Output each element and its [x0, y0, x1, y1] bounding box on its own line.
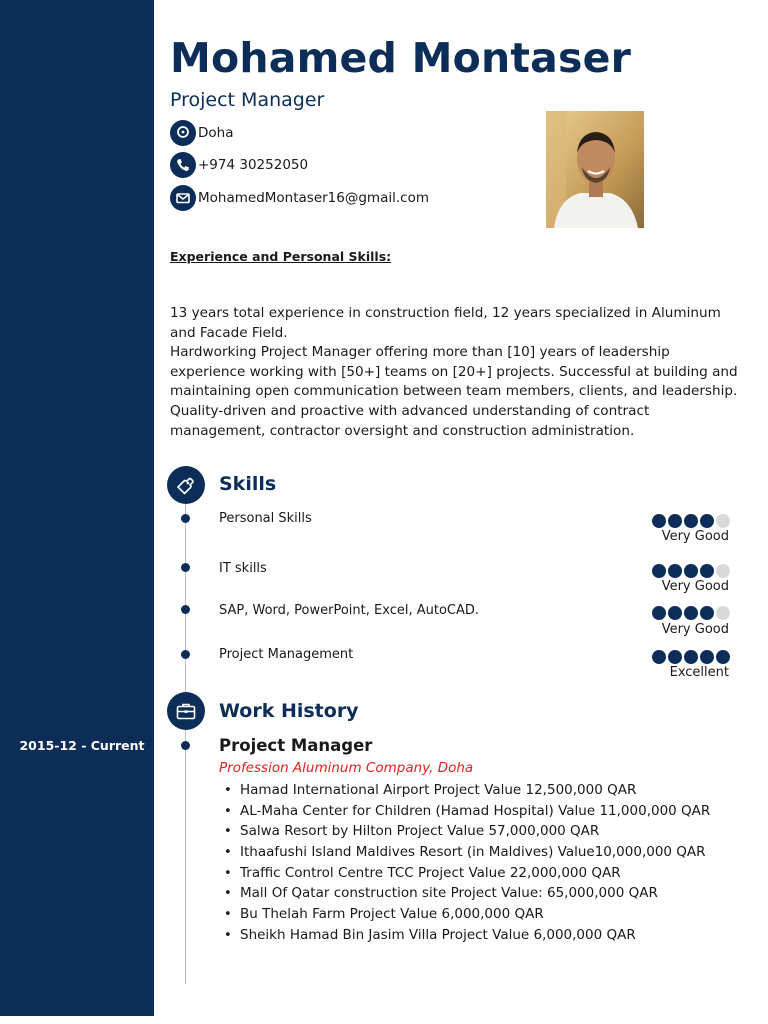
skill-rating-text: Excellent: [669, 665, 729, 680]
summary-heading: Experience and Personal Skills:: [170, 249, 392, 264]
rating-dot: [652, 564, 666, 578]
skill-rating-text: Very Good: [661, 622, 729, 637]
rating-dot: [668, 514, 682, 528]
project-item: • AL-Maha Center for Children (Hamad Hospital) Value 11,000,000 QAR: [224, 801, 710, 822]
work-bullet: [181, 741, 190, 750]
contact-location: [170, 120, 233, 146]
project-item: • Sheikh Hamad Bin Jasim Villa Project Value 6,000,000 QAR: [224, 925, 710, 946]
contact-phone: [170, 152, 308, 178]
skill-label: SAP, Word, PowerPoint, Excel, AutoCAD.: [219, 603, 480, 618]
rating-dot: [700, 650, 714, 664]
rating-dot: [652, 606, 666, 620]
company-name: Profession Aluminum Company, Doha: [219, 760, 474, 776]
contact-email: [170, 185, 429, 211]
candidate-name: Mohamed Montaser: [170, 34, 632, 82]
rating-dot: [684, 650, 698, 664]
email-text[interactable]: MohamedMontaser16@gmail.com: [198, 190, 429, 206]
rating-dot: [716, 650, 730, 664]
rating-dot: [716, 606, 730, 620]
skill-rating-dots: [652, 564, 730, 578]
skills-title: Skills: [219, 473, 277, 495]
location-text: Doha: [198, 125, 234, 141]
rating-dot: [668, 564, 682, 578]
rating-dot: [668, 606, 682, 620]
rating-dot: [652, 650, 666, 664]
project-item: • Ithaafushi Island Maldives Resort (in Maldives) Value10,000,000 QAR: [224, 842, 710, 863]
skill-label: IT skills: [219, 561, 267, 576]
skill-bullet: [181, 514, 190, 523]
rating-dot: [668, 650, 682, 664]
work-date: 2015-12 - Current: [19, 738, 145, 753]
rating-dot: [716, 514, 730, 528]
summary-line: 13 years total experience in construction field, 12 years specialized in Aluminum and Facade Field.: [170, 305, 721, 341]
job-title: Project Manager: [219, 736, 373, 755]
skill-bullet: [181, 650, 190, 659]
skill-bullet: [181, 605, 190, 614]
skill-rating-text: Very Good: [661, 579, 729, 594]
summary-text: [170, 304, 738, 441]
work-history-title: Work History: [219, 700, 359, 722]
location-pin-icon: [170, 120, 196, 146]
rating-dot: [700, 564, 714, 578]
email-icon: [170, 185, 196, 211]
briefcase-icon: [167, 692, 205, 730]
project-item: • Bu Thelah Farm Project Value 6,000,000 QAR: [224, 904, 710, 925]
skill-rating-dots: [652, 514, 730, 528]
rating-dot: [652, 514, 666, 528]
project-item: • Hamad International Airport Project Value 12,500,000 QAR: [224, 780, 710, 801]
skill-rating-dots: [652, 606, 730, 620]
candidate-role: Project Manager: [170, 89, 325, 111]
project-list: [224, 780, 710, 946]
rating-dot: [684, 606, 698, 620]
rating-dot: [700, 606, 714, 620]
skill-rating-text: Very Good: [661, 529, 729, 544]
phone-icon: [170, 152, 196, 178]
skill-label: Personal Skills: [219, 511, 312, 526]
sidebar: [0, 0, 154, 1016]
project-item: • Salwa Resort by Hilton Project Value 57,000,000 QAR: [224, 821, 710, 842]
rating-dot: [716, 564, 730, 578]
rating-dot: [684, 564, 698, 578]
skill-label: Project Management: [219, 647, 354, 662]
rating-dot: [684, 514, 698, 528]
phone-text[interactable]: +974 30252050: [198, 157, 309, 173]
summary-line: Hardworking Project Manager offering more than [10] years of leadership experience working with [50+] teams on [20+] projects. Successful at building and maintaining open communication between team members, clients, and leadership. Quality-driven and proactive with advanced understanding of contract management, contractor oversight and construction administration.: [170, 344, 738, 439]
skill-rating-dots: [652, 650, 730, 664]
skill-bullet: [181, 563, 190, 572]
rating-dot: [700, 514, 714, 528]
profile-photo: [546, 111, 644, 228]
puzzle-hand-icon: [167, 466, 205, 504]
project-item: • Traffic Control Centre TCC Project Value 22,000,000 QAR: [224, 863, 710, 884]
project-item: • Mall Of Qatar construction site Project Value: 65,000,000 QAR: [224, 883, 710, 904]
